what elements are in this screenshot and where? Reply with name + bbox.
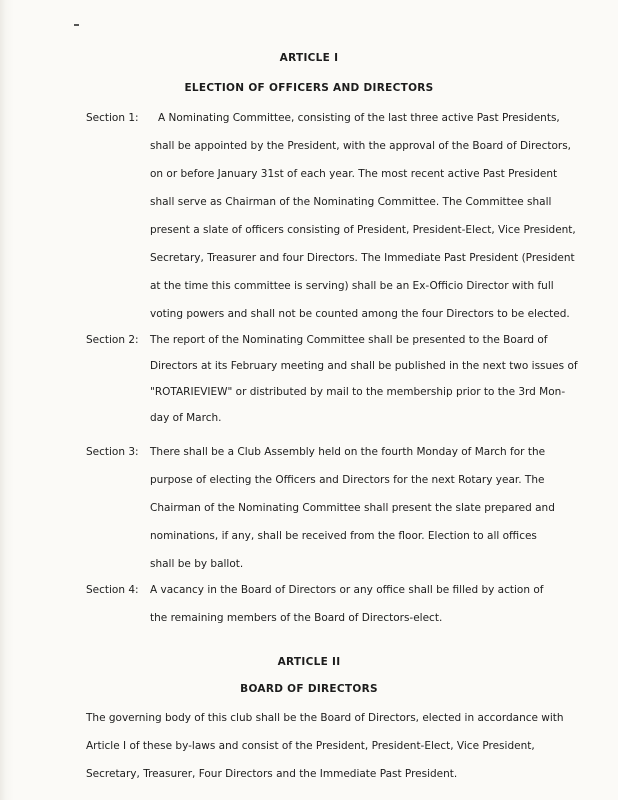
section-2-line: "ROTARIEVIEW" or distributed by mail to the membership prior to the 3rd Mon-: [150, 386, 566, 398]
section-1-label: Section 1:: [86, 112, 139, 124]
section-3-line: There shall be a Club Assembly held on the fourth Monday of March for the: [150, 446, 546, 458]
section-2-line: The report of the Nominating Committee shall be presented to the Board of: [150, 334, 548, 346]
article-2-line: Secretary, Treasurer, Four Directors and the Immediate Past President.: [86, 768, 458, 780]
section-1-line: at the time this committee is serving) shall be an Ex-Officio Director with full: [150, 280, 554, 292]
article-2-line: Article I of these by-laws and consist of the President, President-Elect, Vice President,: [86, 740, 535, 752]
article-1-subtitle: ELECTION OF OFFICERS AND DIRECTORS: [184, 82, 434, 94]
section-3-line: purpose of electing the Officers and Directors for the next Rotary year. The: [150, 474, 545, 486]
section-2-label: Section 2:: [86, 334, 139, 346]
section-3-line: shall be by ballot.: [150, 558, 244, 570]
article-2-subtitle: BOARD OF DIRECTORS: [240, 683, 378, 695]
section-1-line: voting powers and shall not be counted among the four Directors to be elected.: [150, 308, 570, 320]
article-1-title: ARTICLE I: [279, 52, 339, 64]
article-2-title: ARTICLE II: [277, 656, 341, 668]
section-1-line: on or before January 31st of each year. The most recent active Past President: [150, 168, 558, 180]
section-2-line: day of March.: [150, 412, 222, 424]
article-2-line: The governing body of this club shall be the Board of Directors, elected in accordance with: [86, 712, 564, 724]
section-3-line: Chairman of the Nominating Committee shall present the slate prepared and: [150, 502, 555, 514]
section-1-line: shall be appointed by the President, with the approval of the Board of Directors,: [150, 140, 572, 152]
section-4-line: A vacancy in the Board of Directors or any office shall be filled by action of: [150, 584, 544, 596]
section-3-label: Section 3:: [86, 446, 139, 458]
section-1-line: Secretary, Treasurer and four Directors. The Immediate Past President (President: [150, 252, 575, 264]
section-1-line: present a slate of officers consisting of President, President-Elect, Vice President,: [150, 224, 576, 236]
section-3-line: nominations, if any, shall be received from the floor. Election to all offices: [150, 530, 537, 542]
section-2-line: Directors at its February meeting and shall be published in the next two issues of: [150, 360, 578, 372]
section-4-line: the remaining members of the Board of Directors-elect.: [150, 612, 443, 624]
section-1-line: shall serve as Chairman of the Nominating Committee. The Committee shall: [150, 196, 552, 208]
stray-mark: [74, 24, 79, 26]
section-4-label: Section 4:: [86, 584, 139, 596]
section-1-line: A Nominating Committee, consisting of the last three active Past Presidents,: [158, 112, 560, 124]
